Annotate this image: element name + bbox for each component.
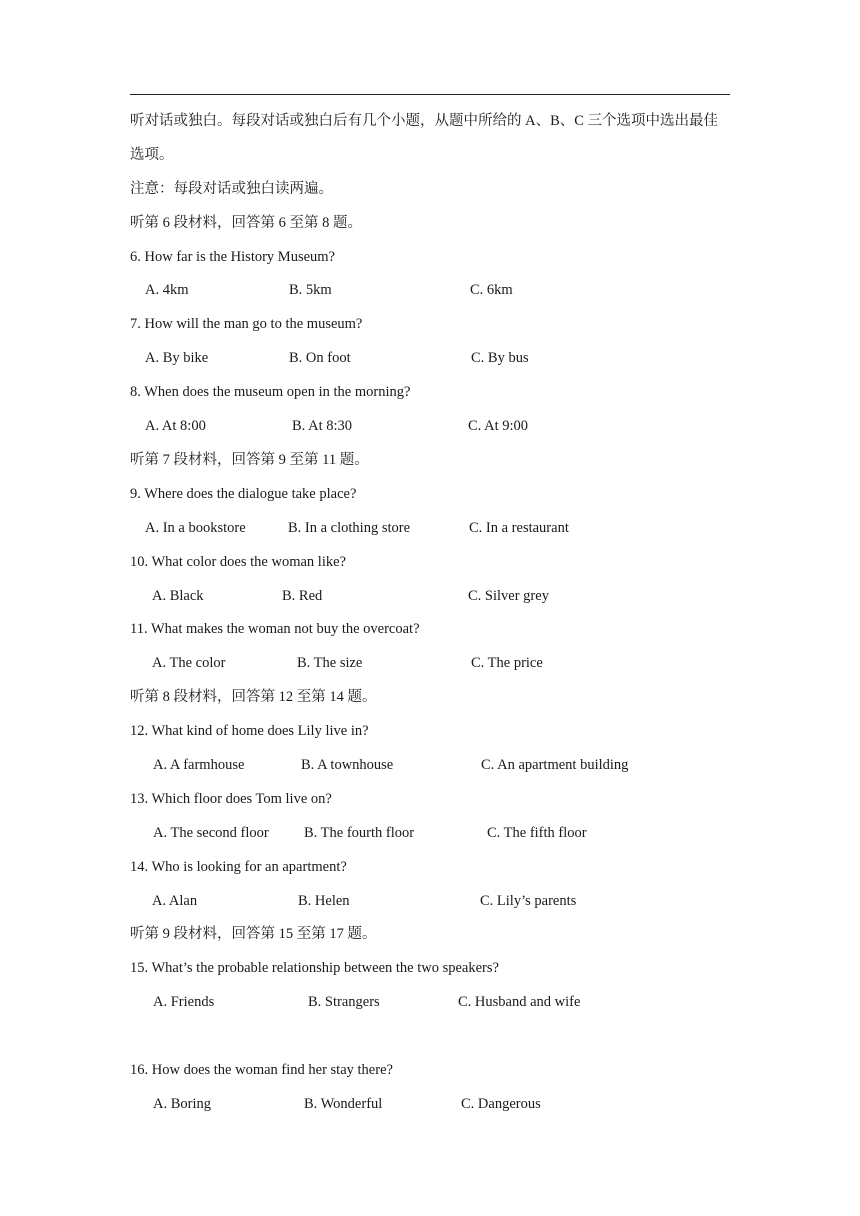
- option-b: B. Wonderful: [304, 1095, 383, 1112]
- options-8: [130, 410, 740, 444]
- option-b: B. Helen: [298, 892, 350, 909]
- option-a: A. Black: [152, 587, 204, 604]
- option-a: A. By bike: [145, 350, 209, 367]
- option-c: C. The price: [471, 655, 543, 672]
- option-c: C. Dangerous: [461, 1095, 541, 1112]
- option-c: C. An apartment building: [481, 756, 629, 773]
- instruction-text: 听对话或独白。每段对话或独白后有几个小题，从题中所给的 A、B、C 三个选项中选出最佳选项。: [130, 113, 719, 163]
- option-a: A. At 8:00: [145, 418, 206, 435]
- options-9: [130, 512, 740, 546]
- question-10: 10. What color does the woman like?: [130, 553, 346, 570]
- spacer: [130, 1020, 740, 1054]
- option-a: A. The color: [152, 655, 226, 672]
- section-header: 听第 6 段材料，回答第 6 至第 8 题。: [130, 214, 362, 231]
- section-header: 听第 9 段材料，回答第 15 至第 17 题。: [130, 926, 377, 943]
- options-7: [130, 342, 740, 376]
- section-header: 听第 7 段材料，回答第 9 至第 11 题。: [130, 451, 369, 468]
- option-b: B. A townhouse: [301, 756, 394, 773]
- option-b: B. On foot: [289, 350, 351, 367]
- option-c: C. Husband and wife: [458, 994, 581, 1011]
- option-a: A. In a bookstore: [145, 519, 246, 536]
- option-c: C. In a restaurant: [469, 519, 569, 536]
- option-c: C. 6km: [470, 282, 513, 299]
- option-a: A. Alan: [152, 892, 198, 909]
- option-c: C. At 9:00: [468, 418, 529, 435]
- question-6: 6. How far is the History Museum?: [130, 248, 335, 265]
- option-b: B. In a clothing store: [288, 519, 411, 536]
- option-a: A. 4km: [145, 282, 189, 299]
- header-rule: [130, 94, 730, 95]
- option-a: A. A farmhouse: [153, 756, 245, 773]
- exam-content: [130, 105, 740, 1122]
- question-7: 7. How will the man go to the museum?: [130, 316, 363, 333]
- options-16: [130, 1088, 740, 1122]
- options-12: [130, 749, 740, 783]
- question-16: 16. How does the woman find her stay there?: [130, 1061, 393, 1078]
- question-13: 13. Which floor does Tom live on?: [130, 790, 332, 807]
- note-text: 注意：每段对话或独白读两遍。: [130, 180, 333, 197]
- option-b: B. 5km: [289, 282, 332, 299]
- options-15: [130, 986, 740, 1020]
- option-b: B. The size: [297, 655, 363, 672]
- option-c: C. Silver grey: [468, 587, 549, 604]
- options-6: [130, 274, 740, 308]
- question-8: 8. When does the museum open in the morning?: [130, 384, 411, 401]
- options-10: [130, 580, 740, 614]
- options-13: [130, 817, 740, 851]
- option-c: C. By bus: [471, 350, 529, 367]
- option-c: C. Lily’s parents: [480, 892, 577, 909]
- question-14: 14. Who is looking for an apartment?: [130, 858, 347, 875]
- option-c: C. The fifth floor: [487, 824, 587, 841]
- question-9: 9. Where does the dialogue take place?: [130, 485, 357, 502]
- question-11: 11. What makes the woman not buy the overcoat?: [130, 621, 420, 638]
- option-a: A. Boring: [153, 1095, 211, 1112]
- option-b: B. Red: [282, 587, 323, 604]
- option-b: B. At 8:30: [292, 418, 353, 435]
- options-14: [130, 885, 740, 919]
- section-header: 听第 8 段材料，回答第 12 至第 14 题。: [130, 689, 377, 706]
- option-a: A. Friends: [153, 994, 215, 1011]
- question-15: 15. What’s the probable relationship between the two speakers?: [130, 960, 499, 977]
- options-11: [130, 647, 740, 681]
- option-b: B. The fourth floor: [304, 824, 415, 841]
- option-b: B. Strangers: [308, 994, 380, 1011]
- question-12: 12. What kind of home does Lily live in?: [130, 723, 369, 740]
- option-a: A. The second floor: [153, 824, 269, 841]
